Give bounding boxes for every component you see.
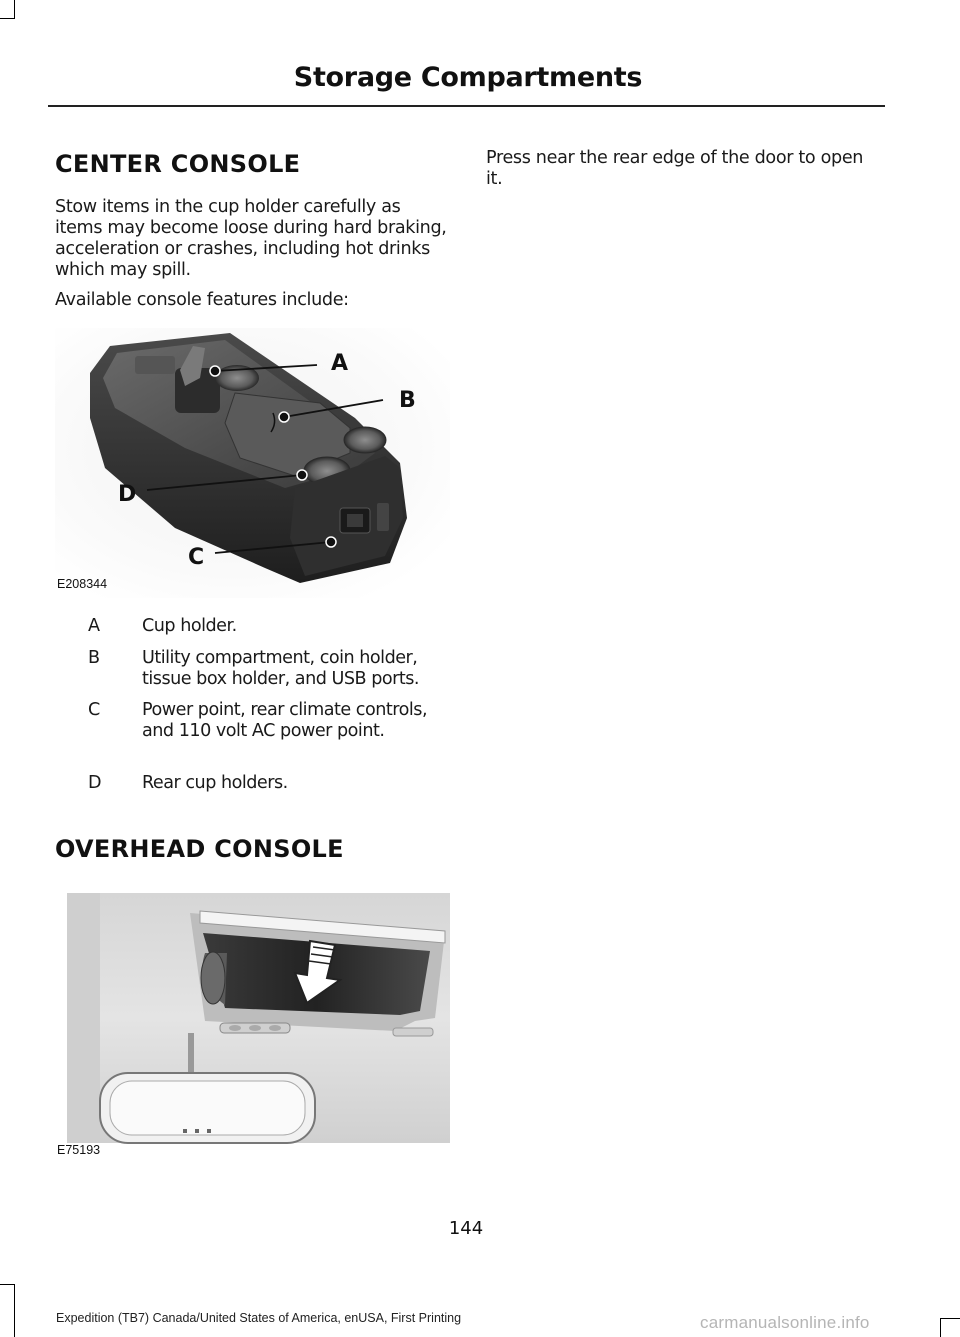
legend-key: D [88, 773, 102, 793]
crop-mark-bottom-right-v [940, 1318, 941, 1337]
page-header-title: Storage Compartments [293, 62, 643, 93]
center-console-paragraph: Stow items in the cup holder carefully as items may become loose during hard braking, acceleration or crashes, including hot drinks which may spill. [55, 197, 447, 280]
callout-b-label: B [399, 388, 416, 413]
figure-code: E208344 [57, 577, 108, 591]
center-console-illustration [55, 328, 450, 598]
callout-d-label: D [118, 482, 137, 507]
overhead-console-instruction: Press near the rear edge of the door to open it. [486, 148, 864, 189]
figure-code: E75193 [57, 1143, 101, 1157]
crop-mark-top-left-h [0, 18, 15, 19]
page-number: 144 [448, 1218, 484, 1239]
center-console-heading: CENTER CONSOLE [55, 150, 301, 178]
overhead-console-illustration [55, 893, 450, 1161]
legend-text: Cup holder. [142, 616, 237, 636]
crop-mark-bottom-left-v [14, 1284, 15, 1337]
callout-c-label: C [188, 545, 205, 570]
legend-key: B [88, 648, 101, 668]
legend-key: A [88, 616, 101, 636]
crop-mark-top-left-v [14, 0, 15, 18]
legend-text: Utility compartment, coin holder, tissue box holder, and USB ports. [142, 648, 420, 689]
legend-key: C [88, 700, 101, 720]
overhead-console-figure [55, 893, 450, 1161]
publication-info: Expedition (TB7) Canada/United States of America, enUSA, First Printing [56, 1311, 462, 1325]
overhead-console-heading: OVERHEAD CONSOLE [55, 835, 344, 863]
header-rule [48, 105, 885, 107]
console-features-intro: Available console features include: [55, 290, 349, 310]
legend-text: Power point, rear climate controls, and 110 volt AC power point. [142, 700, 428, 741]
watermark: carmanualsonline.info [700, 1313, 870, 1332]
crop-mark-bottom-right-h [940, 1318, 960, 1319]
crop-mark-bottom-left-h [0, 1284, 15, 1285]
center-console-figure [55, 328, 450, 598]
legend-text: Rear cup holders. [142, 773, 288, 793]
callout-a-label: A [331, 351, 349, 376]
